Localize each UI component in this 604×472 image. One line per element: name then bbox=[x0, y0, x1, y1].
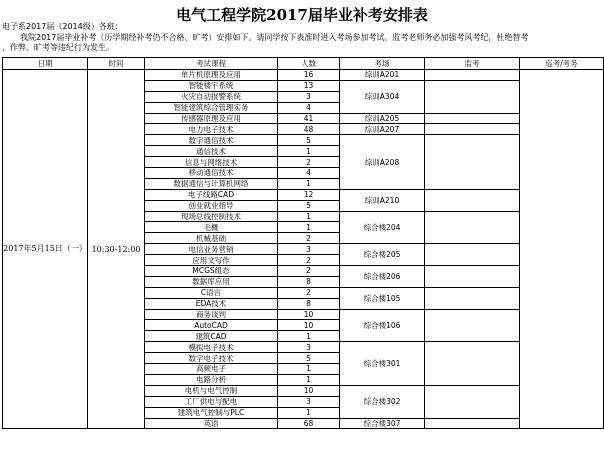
course-name: 电力电子技术 bbox=[145, 124, 278, 135]
proctor-cell bbox=[425, 189, 520, 211]
exam-room: 综合楼301 bbox=[340, 342, 425, 386]
course-name: 数字电子技术 bbox=[145, 353, 278, 364]
exam-room: 综合楼105 bbox=[340, 287, 425, 309]
course-name: AutoCAD bbox=[145, 320, 278, 331]
course-name: C语言 bbox=[145, 287, 278, 298]
proctor-cell bbox=[425, 342, 520, 386]
course-name: 信息与网络技术 bbox=[145, 157, 278, 168]
exam-room: 综合楼302 bbox=[340, 385, 425, 418]
course-name: 电信业务营销 bbox=[145, 244, 278, 255]
exam-schedule-table bbox=[2, 57, 604, 429]
course-name: MCGS组态 bbox=[145, 266, 278, 277]
course-name: 高频电子 bbox=[145, 364, 278, 375]
intro-body-continued: 、作弊、旷考等违纪行为发生。 bbox=[2, 43, 114, 52]
student-count: 41 bbox=[278, 113, 340, 124]
exam-room: 综训A207 bbox=[340, 124, 425, 135]
student-count: 1 bbox=[278, 407, 340, 418]
table-body bbox=[3, 70, 604, 429]
header-people: 人数 bbox=[278, 58, 340, 70]
exam-room: 综训A201 bbox=[340, 70, 425, 81]
student-count: 3 bbox=[278, 396, 340, 407]
exam-room: 综合楼307 bbox=[340, 418, 425, 429]
header-room: 考场 bbox=[340, 58, 425, 70]
course-name: 建筑CAD bbox=[145, 331, 278, 342]
course-name: 数字通信技术 bbox=[145, 135, 278, 146]
student-count: 2 bbox=[278, 266, 340, 277]
course-name: 移动通信技术 bbox=[145, 168, 278, 179]
student-count: 10 bbox=[278, 309, 340, 320]
page-title: 电气工程学院2017届毕业补考安排表 bbox=[176, 6, 428, 24]
student-count: 13 bbox=[278, 80, 340, 91]
student-count: 5 bbox=[278, 135, 340, 146]
course-name: 电子线路CAD bbox=[145, 189, 278, 200]
proctor-cell bbox=[425, 80, 520, 113]
course-name: 单片机原理及应用 bbox=[145, 70, 278, 81]
student-count: 3 bbox=[278, 342, 340, 353]
header-time: 时间 bbox=[88, 58, 145, 70]
student-count: 3 bbox=[278, 244, 340, 255]
exam-room: 综训A210 bbox=[340, 189, 425, 211]
student-count: 8 bbox=[278, 298, 340, 309]
proctor-cell bbox=[425, 418, 520, 429]
proctor-cell bbox=[425, 385, 520, 418]
student-count: 2 bbox=[278, 233, 340, 244]
exam-room: 综训A205 bbox=[340, 113, 425, 124]
course-name: 创业就业指导 bbox=[145, 200, 278, 211]
student-count: 10 bbox=[278, 385, 340, 396]
header-patrol: 巡考/考务 bbox=[520, 58, 604, 70]
proctor-cell bbox=[425, 70, 520, 81]
exam-date: 2017年5月15日（一） bbox=[3, 70, 88, 429]
course-name: 机械基础 bbox=[145, 233, 278, 244]
course-name: 建筑电气控制与PLC bbox=[145, 407, 278, 418]
course-name: 数据库应用 bbox=[145, 276, 278, 287]
student-count: 2 bbox=[278, 255, 340, 266]
student-count: 2 bbox=[278, 157, 340, 168]
course-name: 英语 bbox=[145, 418, 278, 429]
course-name: 通信技术 bbox=[145, 146, 278, 157]
proctor-cell bbox=[425, 266, 520, 288]
proctor-cell bbox=[425, 211, 520, 244]
table-header-row bbox=[3, 58, 604, 70]
student-count: 1 bbox=[278, 178, 340, 189]
exam-room: 综训A208 bbox=[340, 135, 425, 189]
course-name: 模拟电子技术 bbox=[145, 342, 278, 353]
proctor-cell bbox=[425, 124, 520, 135]
student-count: 5 bbox=[278, 200, 340, 211]
header-course: 考试课程 bbox=[145, 58, 278, 70]
exam-room: 综合楼106 bbox=[340, 309, 425, 342]
course-name: 智能建筑综合管理实务 bbox=[145, 102, 278, 113]
student-count: 10 bbox=[278, 320, 340, 331]
exam-time: 10:30-12:00 bbox=[88, 70, 145, 429]
student-count: 16 bbox=[278, 70, 340, 81]
student-count: 1 bbox=[278, 211, 340, 222]
proctor-cell bbox=[425, 113, 520, 124]
exam-room: 综合楼206 bbox=[340, 266, 425, 288]
intro-body: 我院2017届毕业补考（历学期经补考仍不合格、旷考）安排如下。请同学按下表准时进入考场参加考试。监考老师务必加强考风考纪，杜绝替考 bbox=[20, 32, 529, 42]
proctor-cell bbox=[425, 135, 520, 189]
student-count: 1 bbox=[278, 146, 340, 157]
header-proctor: 监考 bbox=[425, 58, 520, 70]
exam-room: 综合楼205 bbox=[340, 244, 425, 266]
course-name: 电机与电气控制 bbox=[145, 385, 278, 396]
intro-notice bbox=[2, 22, 602, 54]
student-count: 3 bbox=[278, 91, 340, 102]
student-count: 5 bbox=[278, 353, 340, 364]
student-count: 1 bbox=[278, 374, 340, 385]
course-name: 传感器原理及应用 bbox=[145, 113, 278, 124]
student-count: 8 bbox=[278, 276, 340, 287]
course-name: 电路分析 bbox=[145, 374, 278, 385]
intro-addressee: 电子系2017届（2014级）各班： bbox=[2, 22, 123, 31]
student-count: 48 bbox=[278, 124, 340, 135]
course-name: 工厂供电与配电 bbox=[145, 396, 278, 407]
proctor-cell bbox=[425, 244, 520, 266]
proctor-cell bbox=[425, 309, 520, 342]
course-name: 商务谈判 bbox=[145, 309, 278, 320]
student-count: 1 bbox=[278, 331, 340, 342]
course-name: 现场总线控制技术 bbox=[145, 211, 278, 222]
header-date: 日期 bbox=[3, 58, 88, 70]
exam-room: 综训A304 bbox=[340, 80, 425, 113]
course-name: 数据通信与计算机网络 bbox=[145, 178, 278, 189]
patrol-cell bbox=[520, 70, 604, 429]
student-count: 4 bbox=[278, 102, 340, 113]
student-count: 12 bbox=[278, 189, 340, 200]
exam-room: 综合楼204 bbox=[340, 211, 425, 244]
course-name: 应用文写作 bbox=[145, 255, 278, 266]
student-count: 4 bbox=[278, 168, 340, 179]
student-count: 68 bbox=[278, 418, 340, 429]
proctor-cell bbox=[425, 287, 520, 309]
course-name: 智能楼宇系统 bbox=[145, 80, 278, 91]
student-count: 1 bbox=[278, 364, 340, 375]
student-count: 2 bbox=[278, 287, 340, 298]
course-name: 毛概 bbox=[145, 222, 278, 233]
course-name: 火灾自动报警系统 bbox=[145, 91, 278, 102]
student-count: 1 bbox=[278, 222, 340, 233]
course-name: EDA技术 bbox=[145, 298, 278, 309]
table-row bbox=[3, 70, 604, 81]
